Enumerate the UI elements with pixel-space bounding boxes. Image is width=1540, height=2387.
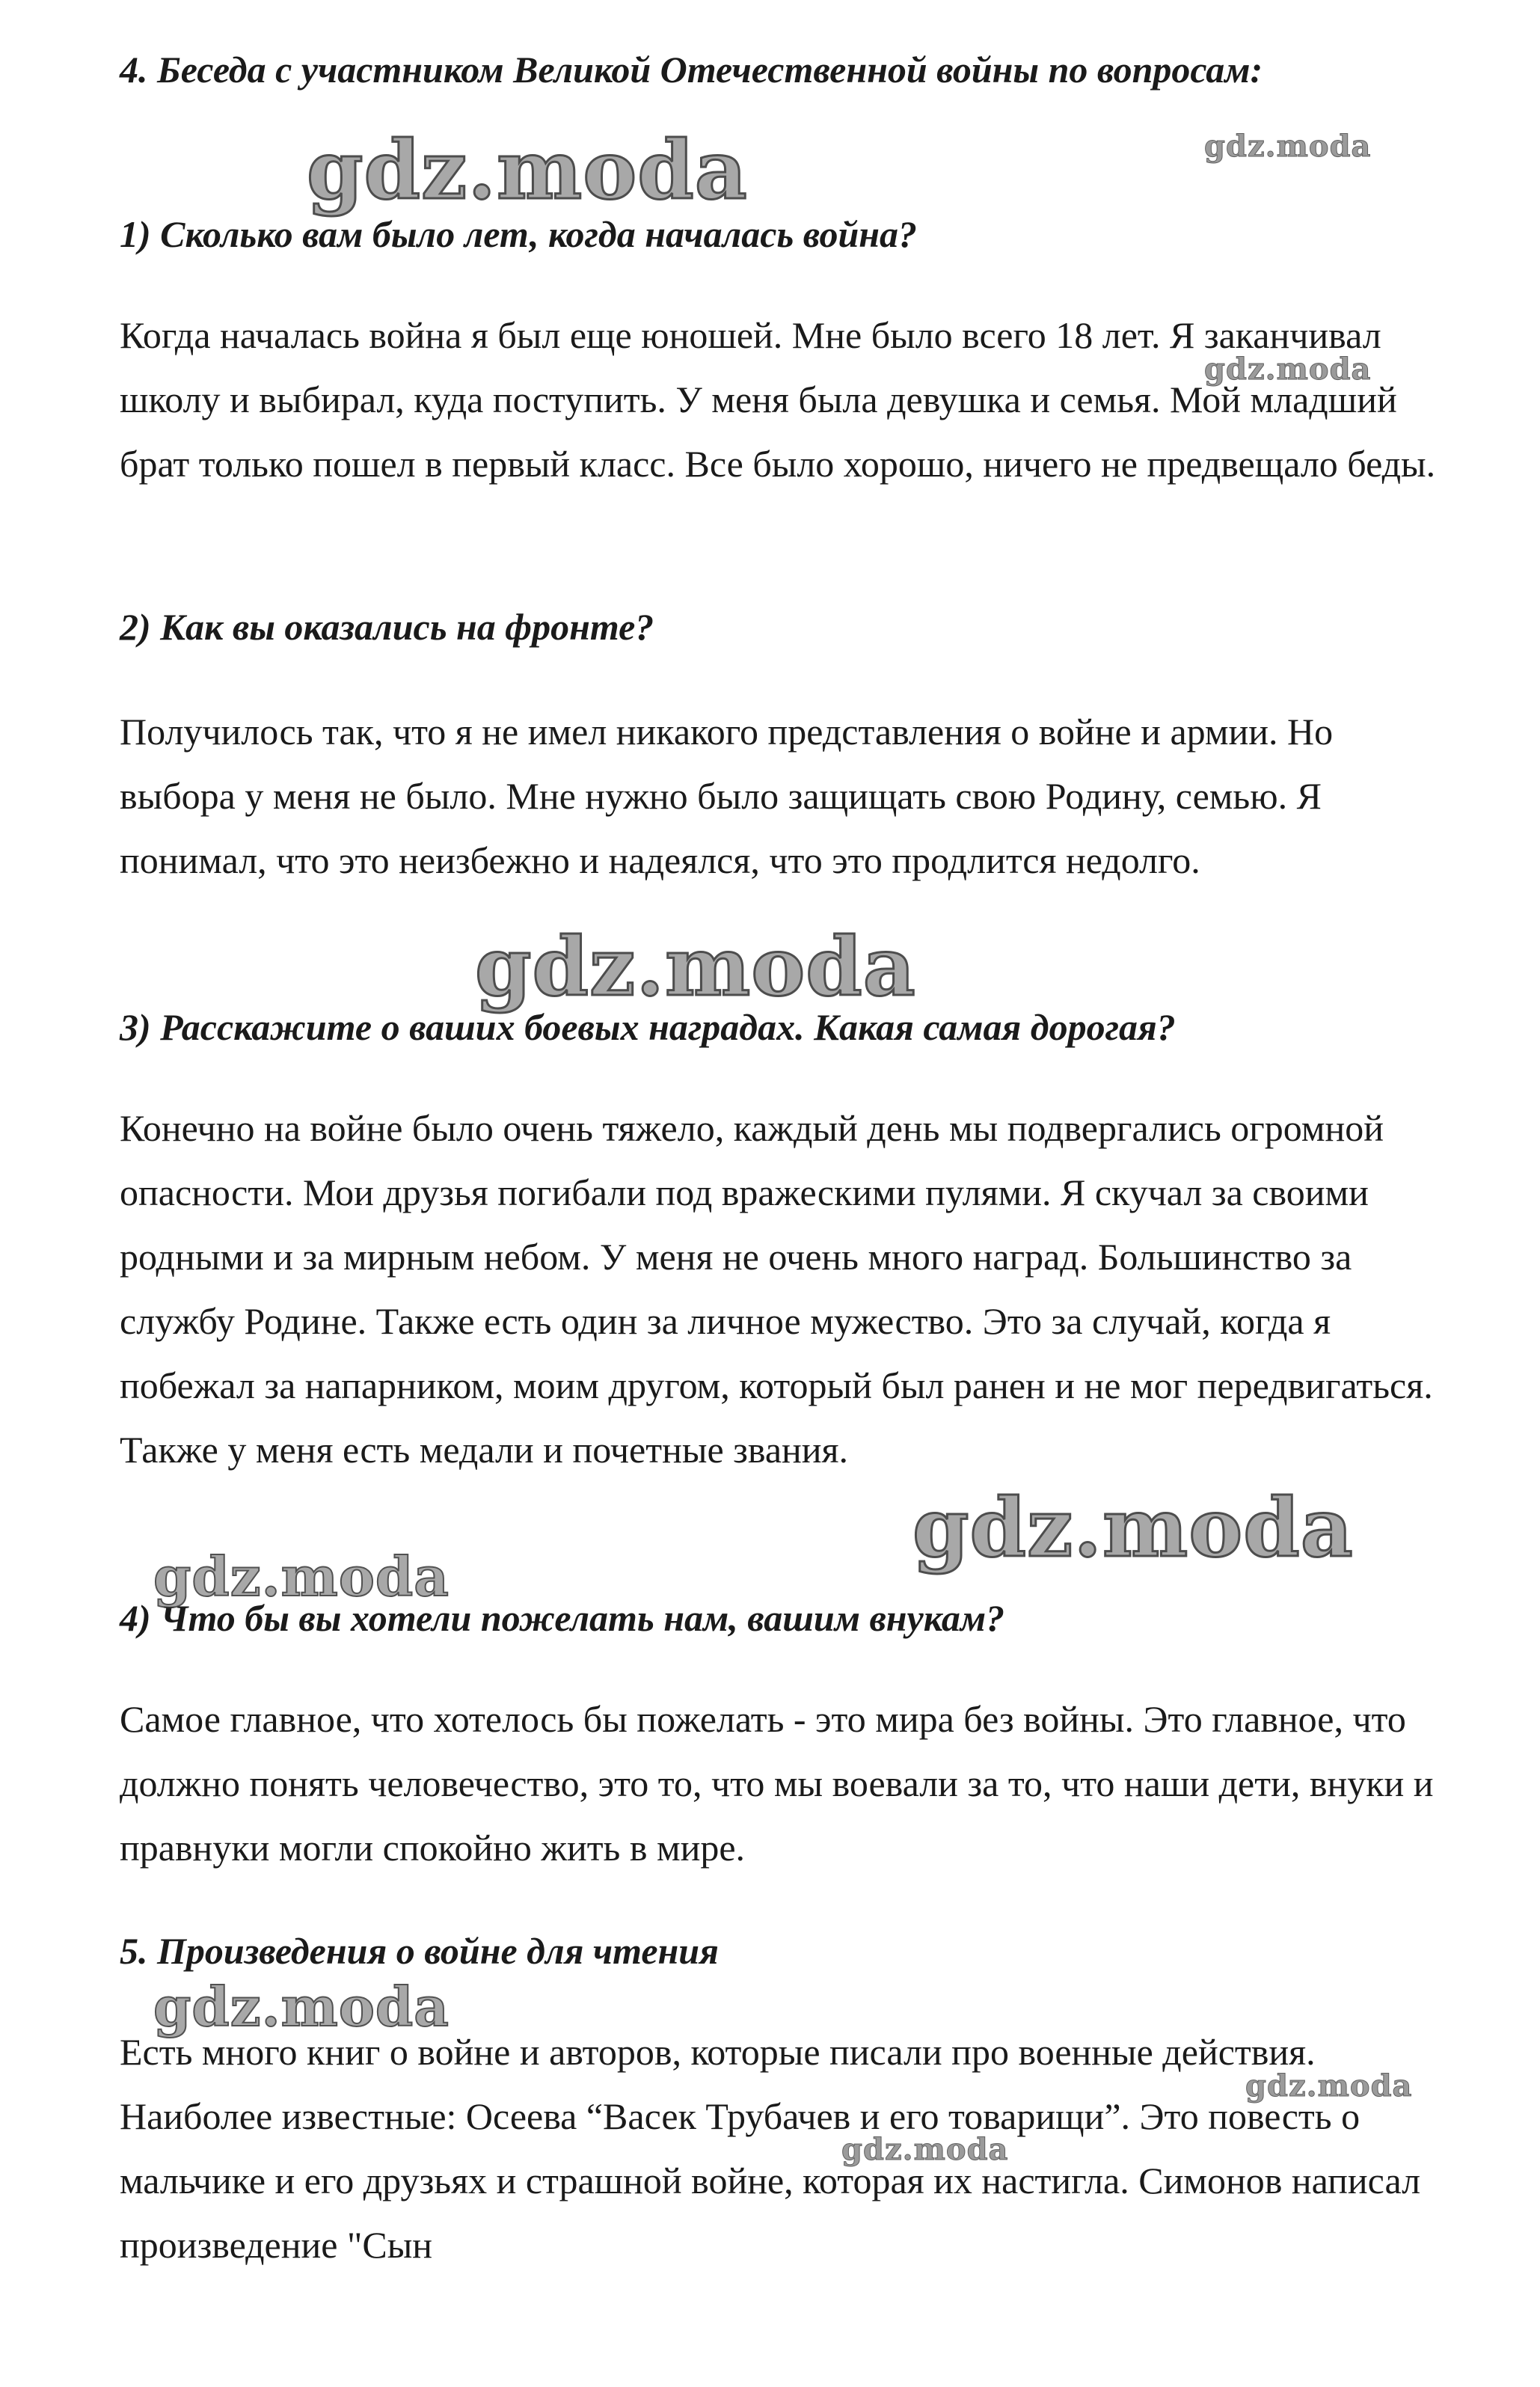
answer-1: Когда началась война я был еще юношей. Мне было всего 18 лет. Я заканчивал школу и выбирал, куда поступить. У меня была девушка и семья. Мой младший брат только пошел в первый класс. Все было хорошо, ничего не предвещало беды.: [120, 314, 1436, 485]
answer-4: Самое главное, что хотелось бы пожелать - это мира без войны. Это главное, что должно понять человечество, это то, что мы воевали за то, что наши дети, внуки и правнуки могли спокойно жить в мире.: [120, 1698, 1434, 1869]
question-3: 3) Расскажите о ваших боевых наградах. Какая самая дорогая?: [120, 1006, 1176, 1048]
watermark: gdz.moda: [153, 1975, 450, 2038]
watermark: gdz.moda: [1204, 352, 1372, 387]
watermark: gdz.moda: [912, 1481, 1354, 1575]
watermark: gdz.moda: [153, 1545, 450, 1608]
section-5-title: 5. Произведения о войне для чтения: [120, 1930, 719, 1972]
section-4-title: 4. Беседа с участником Великой Отечественной войны по вопросам:: [120, 49, 1263, 91]
question-2: 2) Как вы оказались на фронте?: [120, 606, 654, 648]
section-5-text: Есть много книг о войне и авторов, которые писали про военные действия. Наиболее известные: Осеева “Васек Трубачев и его товарищи”. Это повесть о мальчике и его друзьях и страшной войне, которая их настигла. Симонов написал произведение "Сын: [120, 2031, 1421, 2266]
watermark: gdz.moda: [1245, 2068, 1413, 2103]
watermark: gdz.moda: [475, 920, 916, 1014]
question-1: 1) Сколько вам было лет, когда началась война?: [120, 213, 918, 255]
question-4: 4) Что бы вы хотели пожелать нам, вашим внукам?: [120, 1597, 1005, 1639]
answer-2: Получилось так, что я не имел никакого представления о войне и армии. Но выбора у меня не было. Мне нужно было защищать свою Родину, семью. Я понимал, что это неизбежно и надеялся, что это продлится недолго.: [120, 711, 1334, 881]
watermark: gdz.moda: [1204, 129, 1372, 164]
answer-3: Конечно на войне было очень тяжело, каждый день мы подвергались огромной опасности. Мои друзья погибали под вражескими пулями. Я скучал за своими родными и за мирным небом. У меня не очень много наград. Большинство за службу Родине. Также есть один за личное мужество. Это за случай, когда я побежал за напарником, моим другом, который был ранен и не мог передвигаться. Также у меня есть медали и почетные звания.: [120, 1107, 1433, 1471]
watermark: gdz.moda: [841, 2132, 1009, 2167]
watermark: gdz.moda: [307, 123, 748, 218]
